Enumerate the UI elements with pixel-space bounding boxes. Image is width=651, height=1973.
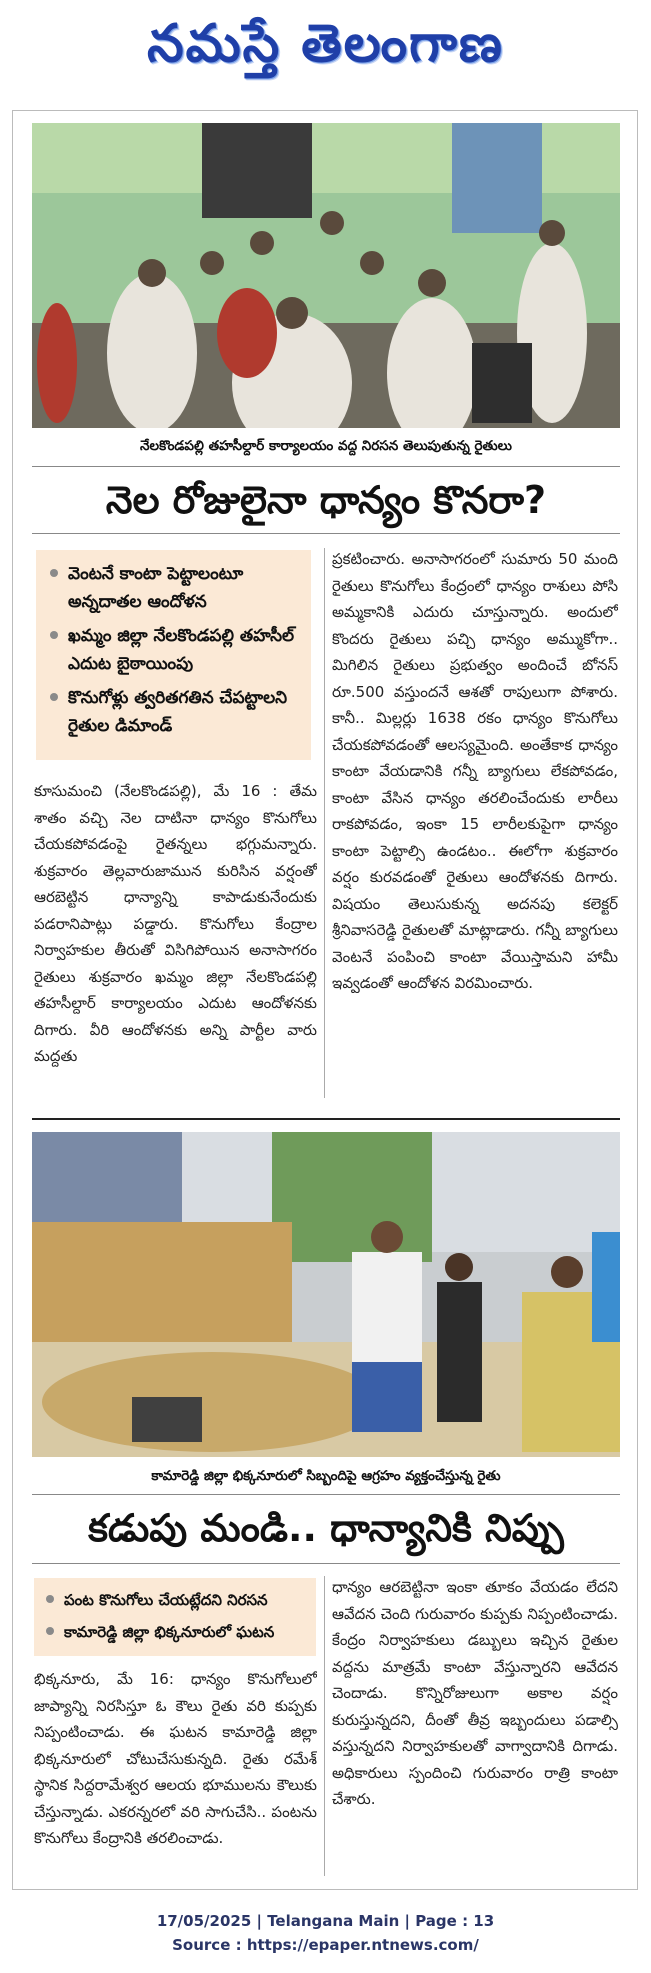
story1-body-left: కూసుమంచి (నేలకొండపల్లి), మే 16 : తేమ శాతం వచ్చి నెల దాటినా ధాన్యం కొనుగోలు చేయకపోవడంపై రైతన్నలు భగ్గుమన్నారు. శుక్రవారం తెల్లవారుజామున కురిసిన వర్షంతో ఆరబెట్టిన ధాన్యాన్ని కాపాడుకునేందుకు పడరానిపాట్లు పడ్డారు. కొనుగోలు కేంద్రాల నిర్వాహకుల తీరుతో విసిగిపోయిన అనాసాగరం రైతులు శుక్రవారం ఖమ్మం జిల్లా నేలకొండపల్లి తహసీల్దార్ కార్యాలయం ఎదుట ఆందోళనకు దిగారు. వీరి ఆందోళనకు అన్ని పార్టీల వారు మద్దతు <box>34 782 317 1065</box>
story1-headline: నెల రోజులైనా ధాన్యం కొనరా? <box>105 478 547 522</box>
footer-source-link[interactable]: Source : https://epaper.ntnews.com/ <box>172 1936 479 1954</box>
bullet-icon <box>46 1595 54 1603</box>
divider <box>32 1563 620 1564</box>
bullet-icon <box>50 569 58 577</box>
column-divider <box>324 548 325 1098</box>
story2-body-right: ధాన్యం ఆరబెట్టినా ఇంకా తూకం వేయడం లేదని ఆవేదన చెంది గురువారం కుప్పకు నిప్పంటించాడు. కేంద్రం నిర్వాహకులు డబ్బులు ఇచ్చిన రైతుల వద్దను మాత్రమే కాంటా వేస్తున్నారని ఆవేదన చెందాడు. కొన్నిరోజులుగా అకాల వర్షం కురుస్తున్నదని, దీంతో తీవ్ర ఇబ్బందులు పడాల్సి వస్తున్నదని నిర్వాహకులతో వాగ్వాదానికి దిగాడు. అధికారులు స్పందించి గురువారం రాత్రి కాంటా చేశారు. <box>332 1578 618 1808</box>
highlight-item: కొనుగోళ్లు త్వరితగతిన చేపట్టాలని రైతుల డిమాండ్ <box>50 684 301 740</box>
divider <box>32 1494 620 1495</box>
story1-highlights <box>36 550 311 760</box>
story2-caption: కామారెడ్డి జిల్లా భిక్కనూరులో సిబ్బందిపై ఆగ్రహం వ్యక్తంచేస్తున్న రైతు <box>151 1468 501 1484</box>
column-divider <box>324 1576 325 1876</box>
story1-body-right: ప్రకటించారు. అనాసాగరంలో సుమారు 50 మంది రైతులు కొనుగోలు కేంద్రంలో ధాన్యం రాశులు పోసి అమ్మకానికి ఎదురు చూస్తున్నారు. అందులో కొందరు రైతులు పచ్చి ధాన్యం అమ్ముకోగా.. మిగిలిన రైతులు ప్రభుత్వం అందించే బోనస్ రూ.500 వస్తుందనే ఆశతో రాపులుగా పోశారు. కానీ.. మిల్లర్లు 1638 రకం ధాన్యం కొనుగోలు చేయకపోవడంతో ఆలస్యమైంది. అంతేకాక ధాన్యం కాంటా వేయడానికి గన్నీ బ్యాగులు లేకపోవడం, కాంటా వేసిన ధాన్యం తరలించేందుకు లారీలు రాకపోవడం, ఇంకా 15 లారీలకుపైగా ధాన్యం కాంటా పెట్టాల్సి ఉండటం.. ఈలోగా శుక్రవారం వర్షం కురవడంతో రైతులు ఆందోళనకు దిగారు. విషయం తెలుసుకున్న అదనపు కలెక్టర్ శ్రీనివాసరెడ్డి రైతులతో మాట్లాడారు. గన్నీ బ్యాగులు వెంటనే పంపించి కాంటా వేయిస్తామని హామీ ఇవ్వడంతో ఆందోళన విరమించారు. <box>332 550 618 992</box>
highlight-item: వెంటనే కాంటా పెట్టాలంటూ అన్నదాతల ఆందోళన <box>50 560 301 616</box>
story2-body-left: భిక్కనూరు, మే 16: ధాన్యం కొనుగోలులో జాప్యాన్ని నిరసిస్తూ ఓ కౌలు రైతు వరి కుప్పకు నిప్పంటించాడు. ఈ ఘటన కామారెడ్డి జిల్లా భిక్కనూరులో చోటుచేసుకున్నది. రైతు రమేశ్ స్థానిక సిద్దరామేశ్వర ఆలయ భూములను కౌలుకు చేస్తున్నాడు. ఎకరన్నరలో వరి సాగుచేసి.. పంటను కొనుగోలు కేంద్రానికి తరలించాడు. <box>34 1670 317 1847</box>
newspaper-title: నమస్తే తెలంగాణ <box>147 13 504 74</box>
story2-headline: కడుపు మండి.. ధాన్యానికి నిప్పు <box>88 1506 564 1550</box>
divider <box>32 466 620 467</box>
highlight-item: పంట కొనుగోలు చేయట్లేదని నిరసన <box>46 1586 308 1614</box>
story2-photo <box>32 1132 620 1457</box>
bullet-icon <box>46 1627 54 1635</box>
story1-caption: నేలకొండపల్లి తహసీల్దార్ కార్యాలయం వద్ద నిరసన తెలుపుతున్న రైతులు <box>140 438 512 454</box>
footer-edition-line: 17/05/2025 | Telangana Main | Page : 13 <box>156 1912 495 1930</box>
masthead <box>0 0 651 100</box>
highlight-item: ఖమ్మం జిల్లా నేలకొండపల్లి తహసీల్ ఎదుట బైఠాయింపు <box>50 622 301 678</box>
story1-photo <box>32 123 620 428</box>
bullet-icon <box>50 631 58 639</box>
bullet-icon <box>50 693 58 701</box>
story2-highlights <box>34 1578 316 1656</box>
highlight-item: కామారెడ్డి జిల్లా భిక్కనూరులో ఘటన <box>46 1618 308 1646</box>
story-separator <box>32 1118 620 1120</box>
divider <box>32 533 620 534</box>
